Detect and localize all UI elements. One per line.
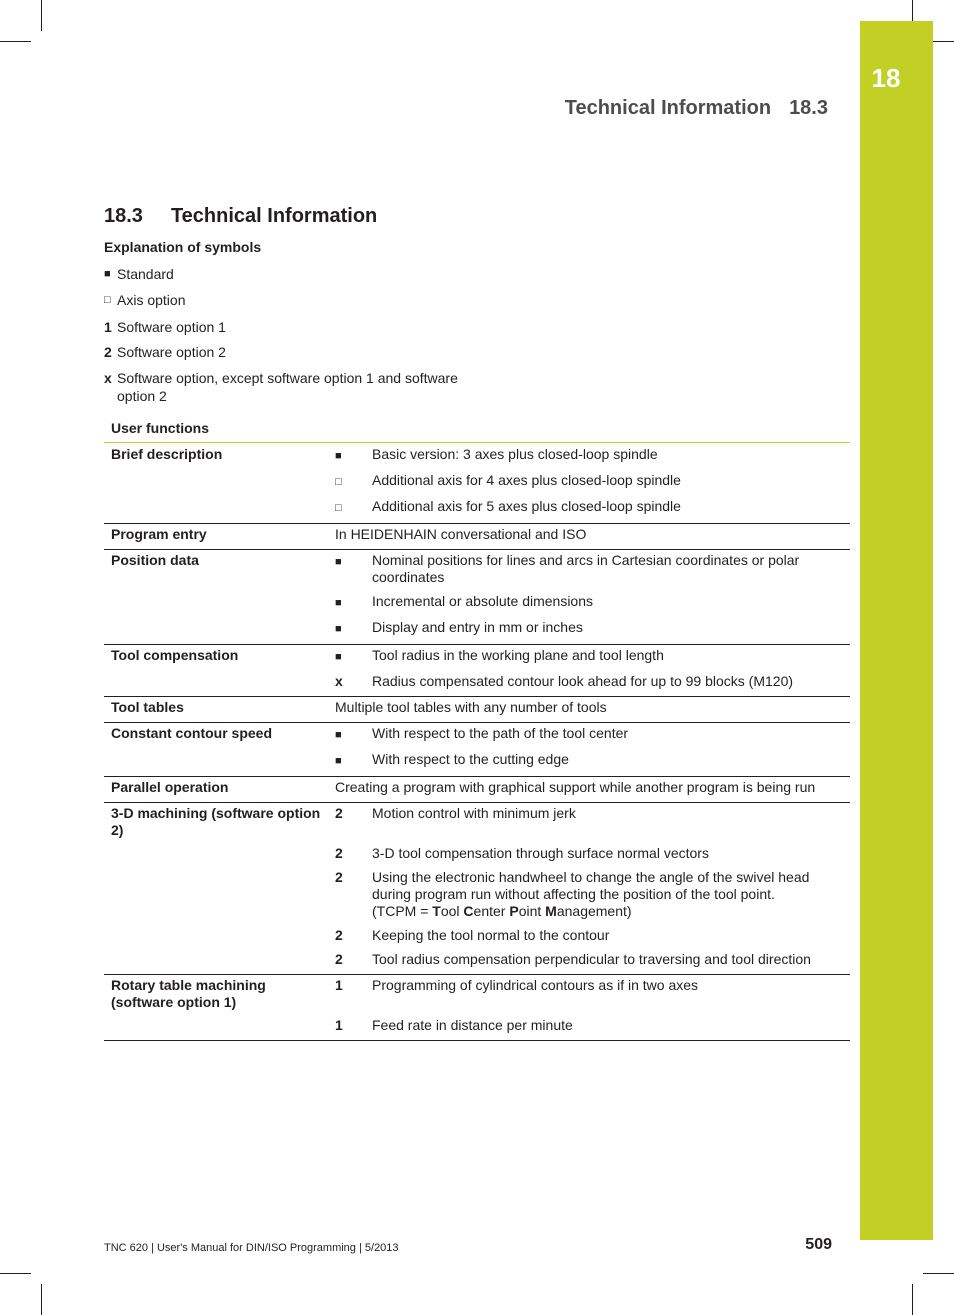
row-content xyxy=(335,645,850,696)
list-item xyxy=(335,975,850,994)
row-content xyxy=(335,777,850,802)
table-row xyxy=(104,697,850,723)
item-text xyxy=(372,869,850,920)
item-text xyxy=(372,619,850,638)
list-item xyxy=(335,591,850,612)
list-item xyxy=(335,645,850,666)
row-label: Tool compensation xyxy=(111,647,239,663)
item-text xyxy=(372,977,850,994)
running-header xyxy=(450,97,828,120)
item-text-main: With respect to the path of the tool center xyxy=(372,725,629,741)
crop-mark xyxy=(0,41,31,42)
item-text-main: Programming of cylindrical contours as if in two axes xyxy=(372,977,699,993)
tcpm-text: ool xyxy=(440,903,464,919)
table-row xyxy=(104,444,850,524)
table-row xyxy=(104,524,850,550)
row-content xyxy=(335,697,850,722)
empty-square-icon: □ xyxy=(335,502,342,514)
item-text xyxy=(372,845,850,862)
item-text-main: Tool radius compensation perpendicular to traversing and tool direction xyxy=(372,951,811,967)
option-marker: 2 xyxy=(335,869,343,885)
item-text-main: Additional axis for 4 axes plus closed-loop spindle xyxy=(372,472,681,488)
row-label: Rotary table machining (software option 1) xyxy=(111,977,266,1010)
table-row xyxy=(104,777,850,803)
list-item xyxy=(335,803,850,822)
item-text xyxy=(372,647,850,666)
row-content xyxy=(335,524,850,549)
section-heading xyxy=(104,205,377,228)
table-row xyxy=(104,550,850,645)
footer-text: TNC 620 | User's Manual for DIN/ISO Programming | 5/2013 xyxy=(104,1242,399,1254)
table-row xyxy=(104,645,850,697)
row-content xyxy=(335,444,850,523)
row-label: Program entry xyxy=(111,526,207,542)
list-item xyxy=(335,723,850,744)
list-item xyxy=(335,843,850,862)
option-marker: 2 xyxy=(335,927,343,943)
option-marker: x xyxy=(335,673,343,689)
item-text xyxy=(372,725,850,744)
symbol-marker: 1 xyxy=(104,319,112,335)
item-text-main: Additional axis for 5 axes plus closed-loop spindle xyxy=(372,498,681,514)
crop-mark xyxy=(912,1284,913,1315)
empty-square-icon: □ xyxy=(104,294,111,306)
page-number: 509 xyxy=(805,1236,832,1253)
symbol-legend-item xyxy=(104,318,487,336)
tcpm-text: enter xyxy=(473,903,510,919)
item-text-main: Radius compensated contour look ahead for up to 99 blocks (M120) xyxy=(372,673,794,689)
item-text xyxy=(372,751,850,770)
functions-table xyxy=(104,444,850,1041)
symbol-text: Software option 2 xyxy=(117,344,226,360)
item-text xyxy=(372,446,850,465)
tcpm-acronym-letter: C xyxy=(463,903,474,919)
item-text-main: Nominal positions for lines and arcs in Cartesian coordinates or polar coordinates xyxy=(372,552,800,585)
row-content xyxy=(335,803,850,974)
crop-mark xyxy=(923,1273,954,1274)
symbol-text: Axis option xyxy=(117,292,186,308)
user-functions-heading: User functions xyxy=(104,420,850,443)
item-text-main: 3-D tool compensation through surface normal vectors xyxy=(372,845,709,861)
list-item xyxy=(335,550,850,586)
item-text xyxy=(372,1017,850,1034)
item-text xyxy=(372,498,850,517)
crop-mark xyxy=(41,1284,42,1315)
item-text xyxy=(372,805,850,822)
filled-square-icon: ■ xyxy=(335,755,342,767)
filled-square-icon: ■ xyxy=(104,268,111,280)
symbol-legend-item xyxy=(104,265,487,283)
tcpm-acronym-letter: T xyxy=(432,903,441,919)
row-label: Constant contour speed xyxy=(111,725,273,741)
symbol-marker: x xyxy=(104,370,112,386)
tcpm-text: anagement) xyxy=(556,903,632,919)
list-item xyxy=(335,1015,850,1034)
row-text: Multiple tool tables with any number of tools xyxy=(335,699,607,715)
symbol-text: Standard xyxy=(117,266,174,282)
item-text-main: Keeping the tool normal to the contour xyxy=(372,927,610,943)
tcpm-acronym-letter: M xyxy=(545,903,557,919)
filled-square-icon: ■ xyxy=(335,729,342,741)
crop-mark xyxy=(912,0,913,22)
explanation-heading: Explanation of symbols xyxy=(104,239,262,255)
symbol-legend-item xyxy=(104,343,487,361)
filled-square-icon: ■ xyxy=(335,450,342,462)
row-label: 3-D machining (software option 2) xyxy=(111,805,321,838)
row-text: In HEIDENHAIN conversational and ISO xyxy=(335,526,587,542)
item-text xyxy=(372,472,850,491)
section-title: Technical Information xyxy=(170,205,378,227)
tcpm-acronym-letter: P xyxy=(509,903,519,919)
table-row xyxy=(104,723,850,777)
item-text-main: Feed rate in distance per minute xyxy=(372,1017,573,1033)
symbol-legend-item xyxy=(104,291,487,309)
table-row xyxy=(104,975,850,1041)
option-marker: 1 xyxy=(335,977,343,993)
item-text-main: Display and entry in mm or inches xyxy=(372,619,583,635)
item-text-main: Motion control with minimum jerk xyxy=(372,805,576,821)
option-marker: 2 xyxy=(335,845,343,861)
item-text xyxy=(372,951,850,968)
row-content xyxy=(335,975,850,1040)
empty-square-icon: □ xyxy=(335,476,342,488)
chapter-tab-number: 18 xyxy=(871,63,901,93)
item-text xyxy=(372,673,850,690)
header-title: Technical Information xyxy=(564,97,772,119)
list-item xyxy=(335,949,850,968)
chapter-sidebar xyxy=(860,21,933,1240)
section-number: 18.3 xyxy=(104,205,143,227)
crop-mark xyxy=(41,0,42,31)
list-item xyxy=(335,867,850,920)
filled-square-icon: ■ xyxy=(335,597,342,609)
symbol-marker: 2 xyxy=(104,344,112,360)
item-text xyxy=(372,593,850,612)
tcpm-text: oint xyxy=(518,903,546,919)
list-item xyxy=(335,470,850,491)
symbol-text: Software option, except software option 1 and software option 2 xyxy=(117,370,458,404)
list-item xyxy=(335,925,850,944)
option-marker: 2 xyxy=(335,951,343,967)
row-label: Tool tables xyxy=(111,699,184,715)
symbol-text: Software option 1 xyxy=(117,319,226,335)
table-row xyxy=(104,803,850,975)
row-content xyxy=(335,550,850,644)
item-text-main: With respect to the cutting edge xyxy=(372,751,569,767)
list-item xyxy=(335,444,850,465)
option-marker: 1 xyxy=(335,1017,343,1033)
crop-mark xyxy=(0,1273,31,1274)
list-item xyxy=(335,671,850,690)
item-text xyxy=(372,552,850,586)
list-item xyxy=(335,749,850,770)
row-label: Parallel operation xyxy=(111,779,229,795)
tcpm-text: (TCPM = xyxy=(372,903,433,919)
item-text-main: Using the electronic handwheel to change the angle of the swivel head during program run without affecting the position of the tool point. xyxy=(372,869,810,902)
row-text: Creating a program with graphical support while another program is being run xyxy=(335,779,816,795)
item-text-main: Incremental or absolute dimensions xyxy=(372,593,594,609)
filled-square-icon: ■ xyxy=(335,556,342,568)
row-content xyxy=(335,723,850,776)
filled-square-icon: ■ xyxy=(335,651,342,663)
item-text-main: Basic version: 3 axes plus closed-loop spindle xyxy=(372,446,658,462)
row-label: Position data xyxy=(111,552,199,568)
list-item xyxy=(335,496,850,517)
symbol-legend-item xyxy=(104,369,487,405)
row-label: Brief description xyxy=(111,446,223,462)
list-item xyxy=(335,617,850,638)
option-marker: 2 xyxy=(335,805,343,821)
item-text-main: Tool radius in the working plane and tool length xyxy=(372,647,664,663)
header-number: 18.3 xyxy=(789,97,828,119)
filled-square-icon: ■ xyxy=(335,623,342,635)
item-text xyxy=(372,927,850,944)
